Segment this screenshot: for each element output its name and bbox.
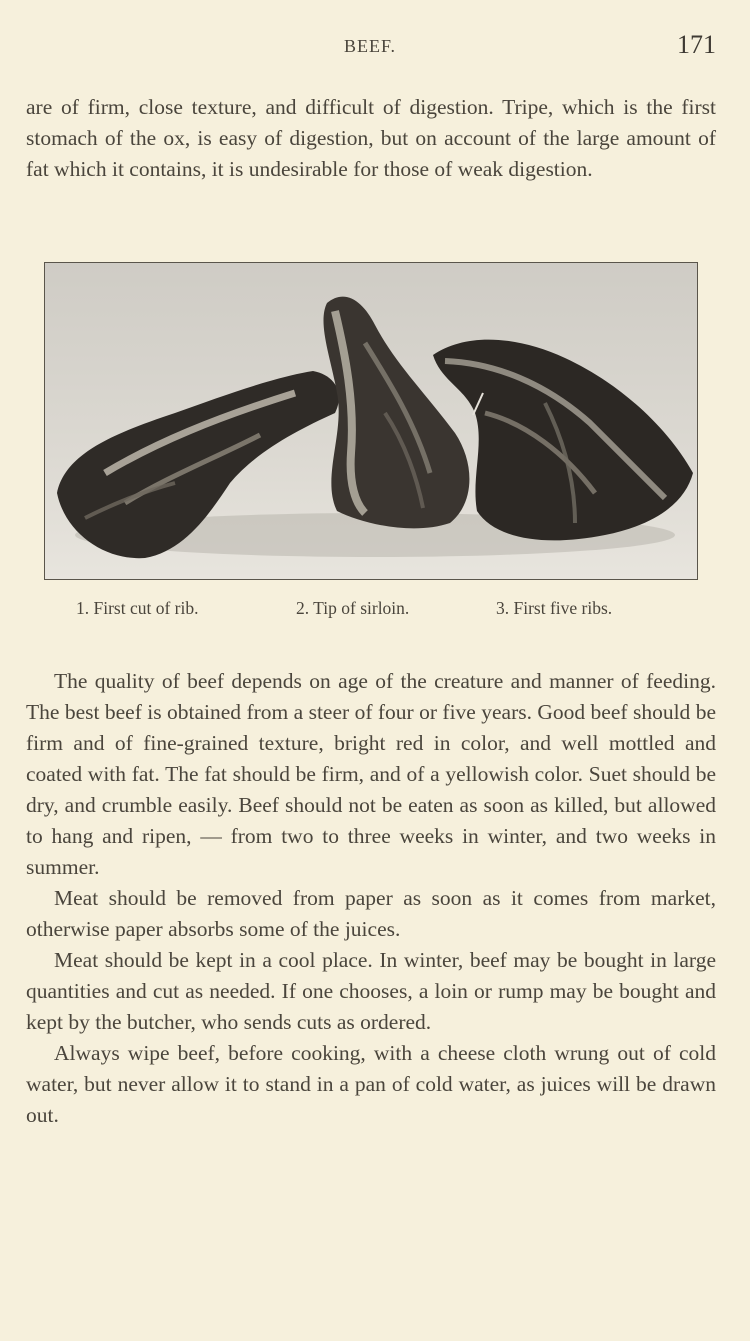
- top-paragraph: are of firm, close texture, and difficult of digestion. Tripe, which is the first stomach of the ox, is easy of digestion, but on account of the large amount of fat which it contains, it is undesirable for those of weak digestion.: [26, 95, 716, 181]
- beef-cuts-illustration: [45, 263, 698, 580]
- caption-tip-of-sirloin: 2. Tip of sirloin.: [296, 598, 410, 618]
- figure-caption: [44, 598, 698, 628]
- beef-cuts-photograph: [44, 262, 698, 580]
- paragraph-beef-quality: The quality of beef depends on age of the creature and manner of feeding. The best beef is obtained from a steer of four or five years. Good beef should be firm and of fine-grained texture, bright red in color, and well mottled and coated with fat. The fat should be firm, and of a yellowish color. Suet should be dry, and crumble easily. Beef should not be eaten as soon as killed, but allowed to hang and ripen, — from two to three weeks in winter, and two weeks in summer.: [26, 669, 716, 879]
- caption-first-five-ribs: 3. First five ribs.: [496, 598, 613, 618]
- main-text-block: [26, 666, 716, 1131]
- top-text-block: [26, 92, 716, 185]
- running-title: BEEF.: [343, 36, 397, 56]
- running-head: [24, 30, 716, 66]
- paragraph-remove-paper: Meat should be removed from paper as soon as it comes from market, otherwise paper absorbs some of the juices.: [26, 886, 716, 941]
- paragraph-wipe-beef: Always wipe beef, before cooking, with a cheese cloth wrung out of cold water, but never allow it to stand in a pan of cold water, as juices will be drawn out.: [26, 1041, 716, 1127]
- page-number: 171: [677, 30, 716, 59]
- caption-first-cut-of-rib: 1. First cut of rib.: [76, 598, 199, 618]
- paragraph-cool-place: Meat should be kept in a cool place. In winter, beef may be bought in large quantities and cut as needed. If one chooses, a loin or rump may be bought and kept by the butcher, who sends cuts as ordered.: [26, 948, 716, 1034]
